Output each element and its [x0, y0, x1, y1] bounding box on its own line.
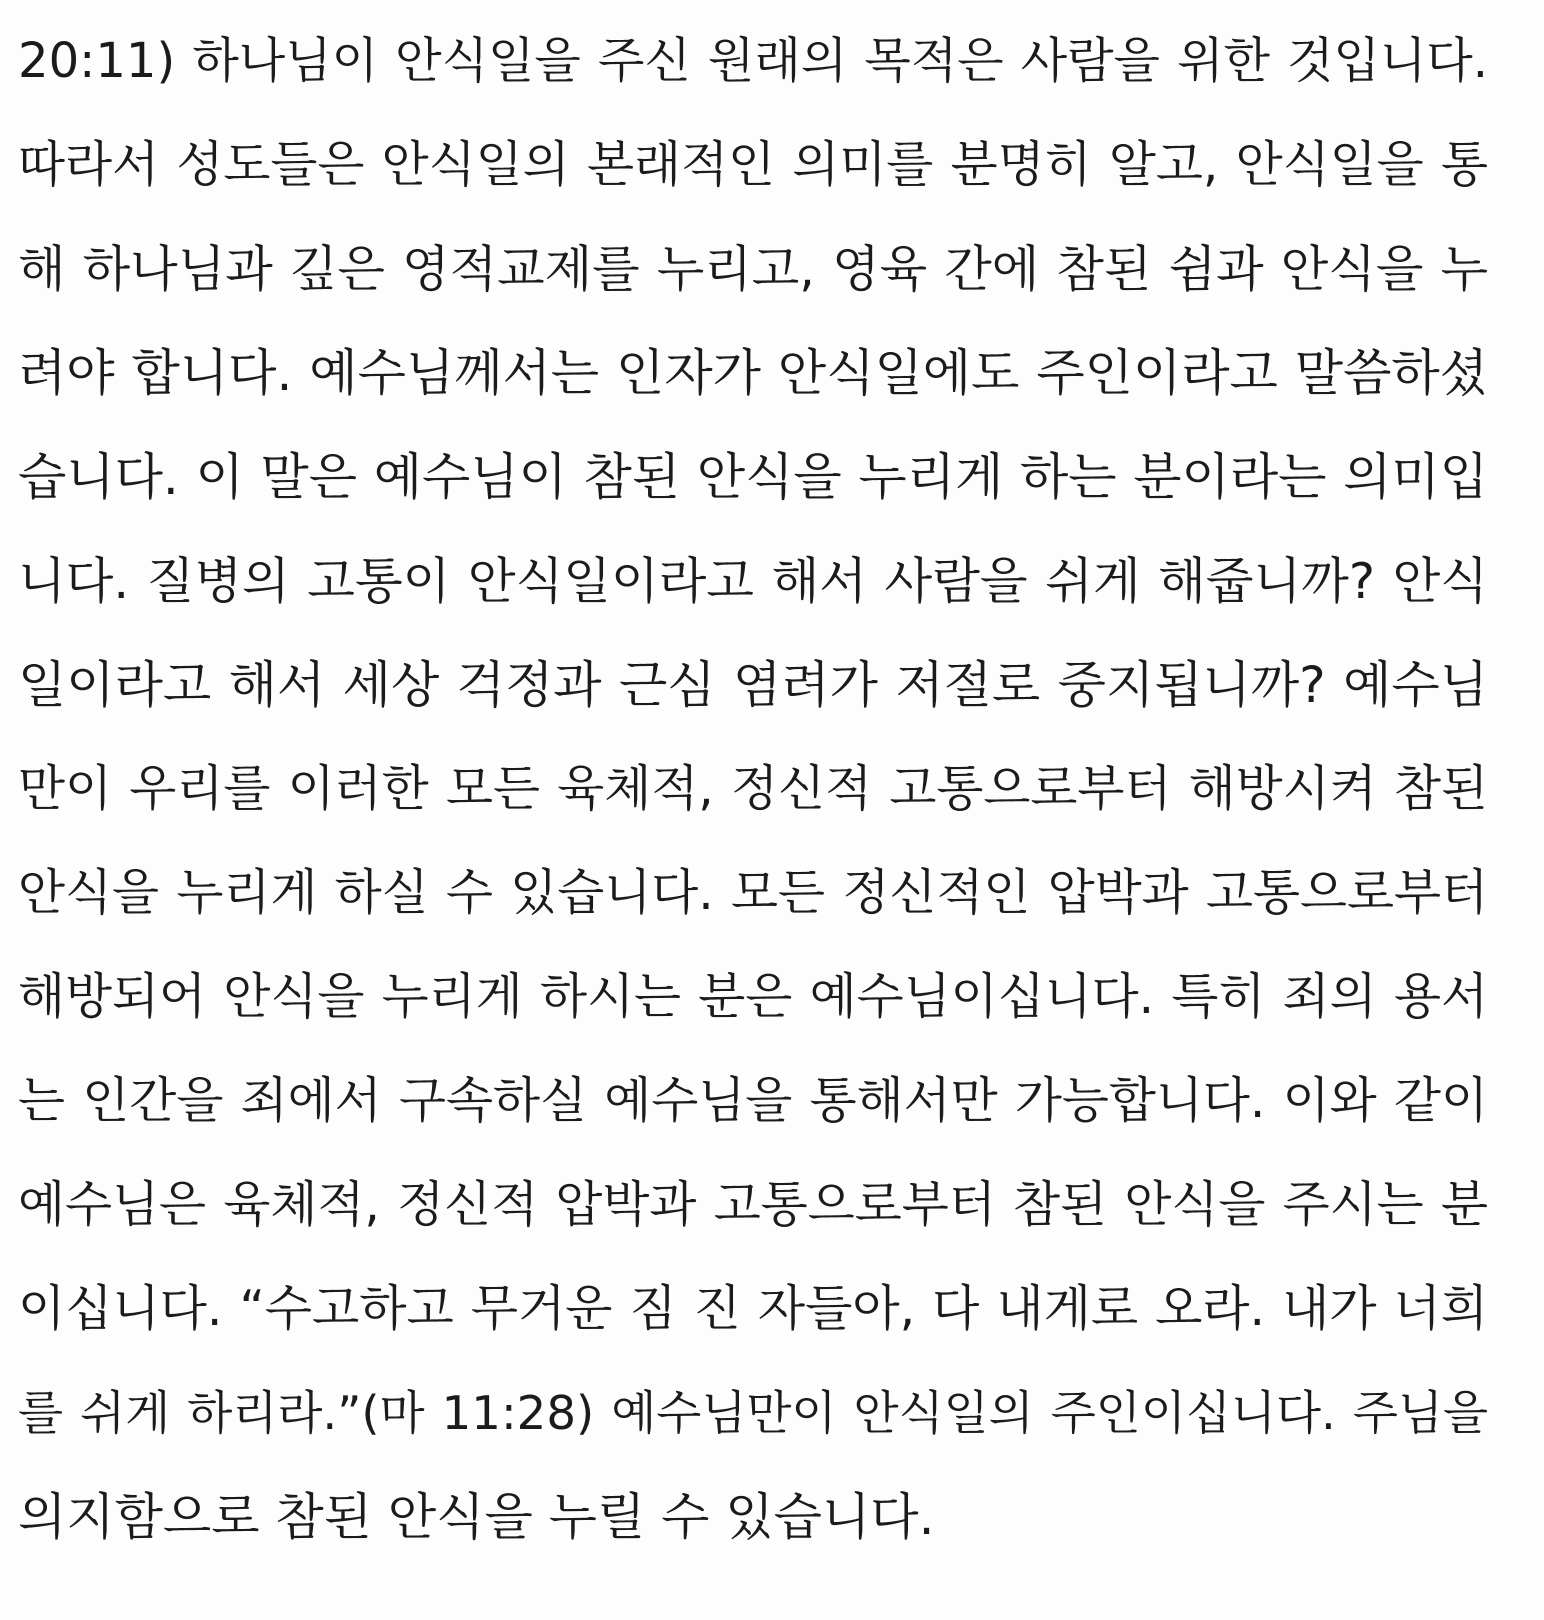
text-line: 해 하나님과 깊은 영적교제를 누리고, 영육 간에 참된 쉼과 안식을 누 — [18, 240, 1488, 298]
text-line: 니다. 질병의 고통이 안식일이라고 해서 사람을 쉬게 해줍니까? 안식 — [18, 552, 1488, 610]
text-line: 20:11) 하나님이 안식일을 주신 원래의 목적은 사람을 위한 것입니다. — [18, 33, 1488, 89]
body-text — [18, 30, 1488, 1590]
text-line: 일이라고 해서 세상 걱정과 근심 염려가 저절로 중지됩니까? 예수님 — [18, 656, 1488, 714]
text-line: 예수님은 육체적, 정신적 압박과 고통으로부터 참된 안식을 주시는 분 — [18, 1177, 1488, 1233]
text-line-last: 의지함으로 참된 안식을 누릴 수 있습니다. — [18, 1488, 935, 1546]
text-line: 안식을 누리게 하실 수 있습니다. 모든 정신적인 압박과 고통으로부터 — [18, 865, 1488, 921]
text-line: 해방되어 안식을 누리게 하시는 분은 예수님이십니다. 특히 죄의 용서 — [18, 969, 1488, 1025]
text-line: 습니다. 이 말은 예수님이 참된 안식을 누리게 하는 분이라는 의미입 — [18, 448, 1488, 506]
text-line: 이십니다. “수고하고 무거운 짐 진 자들아, 다 내게로 오라. 내가 너희 — [18, 1280, 1489, 1337]
text-line: 려야 합니다. 예수님께서는 인자가 안식일에도 주인이라고 말씀하셨 — [18, 344, 1488, 402]
text-line: 를 쉬게 하리라.”(마 11:28) 예수님만이 안식일의 주인이십니다. 주님을 — [18, 1386, 1488, 1440]
text-line: 따라서 성도들은 안식일의 본래적인 의미를 분명히 알고, 안식일을 통 — [18, 137, 1488, 193]
text-line: 는 인간을 죄에서 구속하실 예수님을 통해서만 가능합니다. 이와 같이 — [18, 1073, 1488, 1129]
text-line: 만이 우리를 이러한 모든 육체적, 정신적 고통으로부터 해방시켜 참된 — [18, 761, 1488, 817]
